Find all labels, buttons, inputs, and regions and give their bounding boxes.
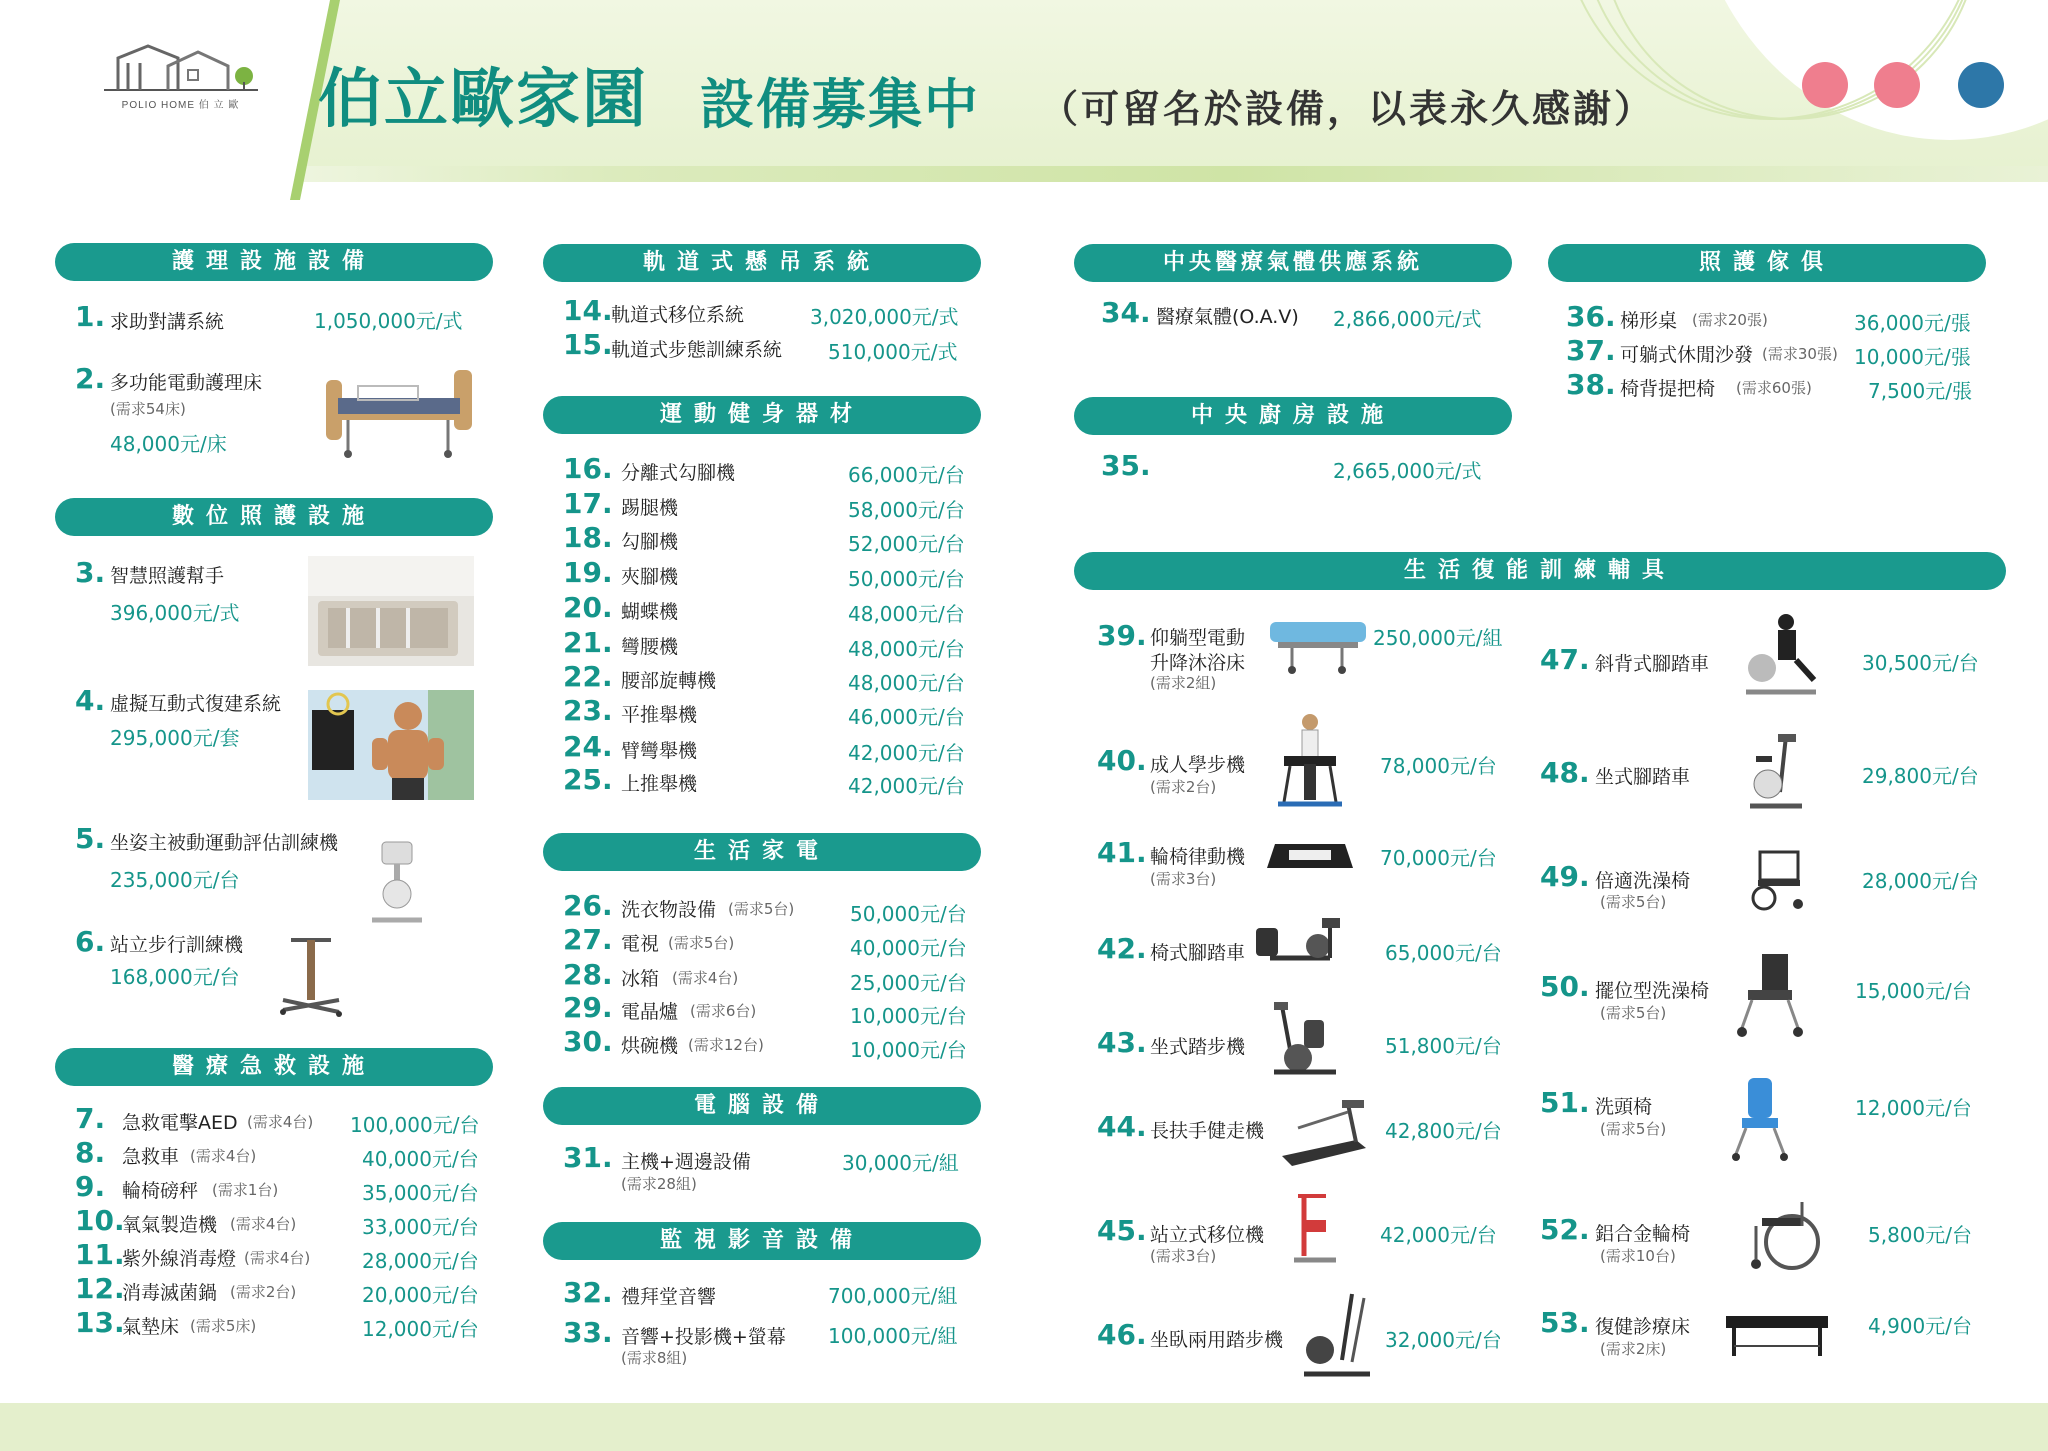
item-number: 36. [1566, 300, 1616, 333]
decorative-dot-pink [1874, 62, 1920, 108]
item-note: (需求2台) [230, 1283, 297, 1301]
treatment-table-image [1722, 1310, 1832, 1360]
item-name: 軌道式移位系統 [611, 304, 745, 326]
hair-wash-chair-image [1728, 1074, 1790, 1162]
item-name: 氧氣製造機 [122, 1214, 218, 1236]
decorative-dot-blue [1958, 62, 2004, 108]
item-number: 17. [563, 487, 613, 520]
logo-caption: POLIO HOME 伯 立 歐 [121, 100, 240, 111]
footer-band [0, 1403, 2048, 1451]
decorative-dot-pink [1802, 62, 1848, 108]
item-number: 22. [563, 660, 613, 693]
section-computer: 電腦設備 [543, 1087, 981, 1125]
item-price: 70,000元/台 [1380, 846, 1497, 870]
item-price: 5,800元/台 [1868, 1223, 1972, 1247]
item-name: 輪椅磅秤 [122, 1180, 199, 1202]
item-number: 26. [563, 889, 613, 922]
item-note: (需求54床) [110, 400, 186, 418]
section-kitchen: 中央廚房設施 [1074, 397, 1512, 435]
item-name: 洗頭椅 [1595, 1096, 1653, 1118]
item-number: 19. [563, 556, 613, 589]
item-note: (需求2台) [1150, 778, 1217, 796]
item-name: 洗衣物設備 [621, 899, 717, 921]
item-price: 2,665,000元/式 [1333, 459, 1482, 483]
item-price: 50,000元/台 [848, 567, 965, 591]
house-logo-icon [98, 38, 263, 98]
item-number: 28. [563, 958, 613, 991]
item-number: 41. [1097, 836, 1147, 869]
item-number: 27. [563, 923, 613, 956]
item-number: 52. [1540, 1213, 1590, 1246]
item-price: 48,000元/台 [848, 602, 965, 626]
section-track: 軌道式懸吊系統 [543, 244, 981, 282]
page-title-secondary: 設備募集中 [700, 73, 980, 136]
item-price: 29,800元/台 [1862, 764, 1979, 788]
item-note: (需求8組) [621, 1349, 688, 1367]
item-price: 40,000元/台 [362, 1147, 479, 1171]
item-note: (需求10台) [1600, 1247, 1676, 1265]
item-name: 虛擬互動式復建系統 [110, 693, 282, 715]
item-price: 10,000元/張 [1854, 345, 1971, 369]
item-name: 主機+週邊設備 [621, 1151, 751, 1173]
item-name: 斜背式腳踏車 [1595, 653, 1710, 675]
item-name: 坐式腳踏車 [1595, 766, 1691, 788]
item-number: 12. [75, 1272, 125, 1305]
section-digital: 數位照護設施 [55, 498, 493, 536]
treadmill-image [1278, 1098, 1372, 1170]
item-note: (需求5台) [1600, 1004, 1667, 1022]
item-name: 平推舉機 [621, 704, 698, 726]
item-name: 椅式腳踏車 [1150, 942, 1246, 964]
page-subtitle: （可留名於設備，以表永久感謝） [1040, 87, 1656, 131]
item-number: 31. [563, 1141, 613, 1174]
item-number: 13. [75, 1306, 125, 1339]
item-name: 長扶手健走機 [1150, 1120, 1265, 1142]
item-price: 100,000元/台 [350, 1113, 480, 1137]
item-number: 38. [1566, 368, 1616, 401]
item-price: 100,000元/組 [828, 1324, 958, 1348]
item-number: 39. [1097, 619, 1147, 652]
item-price: 30,500元/台 [1862, 651, 1979, 675]
item-name: 智慧照護幫手 [110, 565, 225, 587]
item-name: 勾腳機 [621, 531, 679, 553]
item-name: 氣墊床 [122, 1316, 180, 1338]
item-number: 6. [75, 925, 106, 958]
nursing-bed-image [318, 340, 478, 465]
item-number: 20. [563, 591, 613, 624]
item-name: 擺位型洗澡椅 [1595, 980, 1710, 1002]
item-note: (需求20張) [1692, 311, 1768, 329]
section-rehab: 生活復能訓練輔具 [1074, 552, 2006, 590]
item-name: 輪椅律動機 [1150, 846, 1246, 868]
item-name: 倍適洗澡椅 [1595, 870, 1691, 892]
item-number: 1. [75, 300, 106, 333]
item-name: 分離式勾腳機 [621, 462, 736, 484]
item-price: 28,000元/台 [362, 1249, 479, 1273]
smart-care-image [308, 556, 474, 666]
item-number: 11. [75, 1238, 125, 1271]
elliptical-image [1300, 1290, 1375, 1382]
item-price: 700,000元/組 [828, 1284, 958, 1308]
shower-chair-image [1744, 846, 1814, 912]
item-price: 42,000元/台 [848, 774, 965, 798]
section-appliance: 生活家電 [543, 833, 981, 871]
item-price: 510,000元/式 [828, 340, 958, 364]
item-number: 16. [563, 452, 613, 485]
item-price: 168,000元/台 [110, 965, 240, 989]
item-price: 46,000元/台 [848, 705, 965, 729]
item-number: 5. [75, 822, 106, 855]
item-note: (需求3台) [1150, 1247, 1217, 1265]
item-price: 12,000元/台 [362, 1317, 479, 1341]
tilt-shower-chair-image [1728, 950, 1808, 1040]
section-emergency: 醫療急救設施 [55, 1048, 493, 1086]
item-note: (需求28組) [621, 1175, 697, 1193]
item-number: 42. [1097, 932, 1147, 965]
page-title: 伯立歐家園 [318, 63, 648, 137]
item-price: 48,000元/床 [110, 432, 227, 456]
section-nursing: 護理設施設備 [55, 243, 493, 281]
item-name: 站立式移位機 [1150, 1224, 1265, 1246]
item-name: 軌道式步態訓練系統 [611, 339, 783, 361]
section-fitness: 運動健身器材 [543, 396, 981, 434]
item-number: 23. [563, 694, 613, 727]
item-note: (需求2床) [1600, 1340, 1667, 1358]
item-price: 20,000元/台 [362, 1283, 479, 1307]
item-name: 急救車 [122, 1146, 180, 1168]
item-price: 66,000元/台 [848, 463, 965, 487]
item-number: 47. [1540, 643, 1590, 676]
item-note: (需求3台) [1150, 870, 1217, 888]
standing-trainer-image [275, 930, 347, 1020]
item-number: 10. [75, 1204, 125, 1237]
item-number: 44. [1097, 1110, 1147, 1143]
item-note: (需求4台) [190, 1147, 257, 1165]
recumbent-bike-image [1250, 914, 1345, 976]
item-price: 42,800元/台 [1385, 1119, 1502, 1143]
item-name: 坐臥兩用踏步機 [1150, 1329, 1284, 1351]
item-number: 45. [1097, 1214, 1147, 1247]
header-bottom-fade [0, 166, 2048, 182]
item-price: 10,000元/台 [850, 1038, 967, 1062]
item-number: 32. [563, 1276, 613, 1309]
item-number: 34. [1101, 296, 1151, 329]
item-note: (需求5台) [1600, 1120, 1667, 1138]
item-number: 35. [1101, 449, 1151, 482]
item-price: 42,000元/台 [1380, 1223, 1497, 1247]
item-price: 33,000元/台 [362, 1215, 479, 1239]
item-note: (需求4台) [672, 969, 739, 987]
item-name: 梯形桌 [1620, 310, 1678, 332]
item-number: 43. [1097, 1026, 1147, 1059]
section-furniture: 照護傢俱 [1548, 244, 1986, 282]
item-price: 65,000元/台 [1385, 941, 1502, 965]
item-price: 3,020,000元/式 [810, 305, 959, 329]
item-price: 48,000元/台 [848, 671, 965, 695]
item-number: 7. [75, 1102, 106, 1135]
aluminum-wheelchair-image [1742, 1198, 1828, 1272]
item-price: 36,000元/張 [1854, 311, 1971, 335]
item-price: 1,050,000元/式 [314, 309, 463, 333]
item-name: 成人學步機 [1150, 754, 1246, 776]
item-note: (需求5台) [668, 934, 735, 952]
item-price: 52,000元/台 [848, 532, 965, 556]
item-name: 彎腰機 [621, 636, 679, 658]
item-name: 坐姿主被動運動評估訓練機 [110, 832, 339, 854]
item-number: 53. [1540, 1306, 1590, 1339]
item-number: 46. [1097, 1318, 1147, 1351]
item-number: 48. [1540, 756, 1590, 789]
item-name: 夾腳機 [621, 566, 679, 588]
item-number: 3. [75, 556, 106, 589]
item-price: 30,000元/組 [842, 1151, 959, 1175]
section-av: 監視影音設備 [543, 1222, 981, 1260]
item-number: 8. [75, 1136, 106, 1169]
item-number: 24. [563, 730, 613, 763]
vr-rehab-image [308, 690, 474, 800]
item-number: 25. [563, 763, 613, 796]
item-price: 396,000元/式 [110, 601, 240, 625]
item-note: (需求1台) [212, 1181, 279, 1199]
item-name: 急救電擊AED [122, 1112, 238, 1134]
seated-stepper-image [1268, 1000, 1343, 1078]
item-name: 鋁合金輪椅 [1595, 1223, 1691, 1245]
item-price: 25,000元/台 [850, 971, 967, 995]
item-price: 32,000元/台 [1385, 1328, 1502, 1352]
item-number: 2. [75, 362, 106, 395]
item-name: 求助對講系統 [110, 311, 225, 333]
item-price: 51,800元/台 [1385, 1034, 1502, 1058]
upright-bike-image [1746, 732, 1806, 812]
item-number: 9. [75, 1170, 106, 1203]
item-price: 15,000元/台 [1855, 979, 1972, 1003]
item-price: 12,000元/台 [1855, 1096, 1972, 1120]
item-name: 烘碗機 [621, 1035, 679, 1057]
item-price: 250,000元/組 [1373, 626, 1503, 650]
item-price: 235,000元/台 [110, 868, 240, 892]
item-name: 椅背提把椅 [1620, 378, 1716, 400]
item-number: 33. [563, 1316, 613, 1349]
item-note: (需求2組) [1150, 674, 1217, 692]
item-price: 4,900元/台 [1868, 1314, 1972, 1338]
item-number: 37. [1566, 334, 1616, 367]
item-name: 踢腿機 [621, 497, 679, 519]
item-number: 21. [563, 626, 613, 659]
item-name: 電視 [621, 933, 660, 955]
item-name: 音響+投影機+螢幕 [621, 1326, 786, 1348]
item-note: (需求30張) [1762, 345, 1838, 363]
item-name: 站立步行訓練機 [110, 934, 244, 956]
item-name: 消毒滅菌鍋 [122, 1282, 218, 1304]
item-number: 49. [1540, 860, 1590, 893]
item-number: 51. [1540, 1086, 1590, 1119]
item-name: 復健診療床 [1595, 1316, 1691, 1338]
item-price: 78,000元/台 [1380, 754, 1497, 778]
item-price: 7,500元/張 [1868, 379, 1972, 403]
item-price: 40,000元/台 [850, 936, 967, 960]
passive-training-image [362, 832, 432, 927]
item-note: (需求4台) [247, 1113, 314, 1131]
polio-home-logo [98, 38, 263, 118]
item-note: (需求4台) [230, 1215, 297, 1233]
item-note: (需求6台) [690, 1002, 757, 1020]
recumbent-cycle-image [1742, 610, 1820, 700]
item-number: 40. [1097, 744, 1147, 777]
item-name: 蝴蝶機 [621, 601, 679, 623]
item-note: (需求5床) [190, 1317, 257, 1335]
item-price: 10,000元/台 [850, 1004, 967, 1028]
item-name: 腰部旋轉機 [621, 670, 717, 692]
item-name: 臂彎舉機 [621, 740, 698, 762]
item-number: 14. [563, 294, 613, 327]
item-name: 醫療氣體(O.A.V) [1156, 306, 1299, 328]
item-note: (需求12台) [688, 1036, 764, 1054]
item-number: 15. [563, 328, 613, 361]
standing-lift-image [1290, 1190, 1340, 1268]
item-name-line2: 升降沐浴床 [1150, 652, 1246, 674]
item-name: 坐式踏步機 [1150, 1036, 1246, 1058]
item-name: 電晶爐 [621, 1001, 679, 1023]
wheelchair-vibration-image [1265, 838, 1355, 874]
item-name: 仰躺型電動 [1150, 627, 1246, 649]
item-price: 48,000元/台 [848, 637, 965, 661]
item-name: 禮拜堂音響 [621, 1286, 717, 1308]
item-price: 50,000元/台 [850, 902, 967, 926]
item-price: 295,000元/套 [110, 726, 240, 750]
item-number: 50. [1540, 970, 1590, 1003]
item-name: 上推舉機 [621, 773, 698, 795]
item-number: 18. [563, 521, 613, 554]
item-number: 30. [563, 1025, 613, 1058]
item-note: (需求60張) [1736, 379, 1812, 397]
item-name: 紫外線消毒燈 [122, 1248, 237, 1270]
item-number: 4. [75, 684, 106, 717]
item-price: 58,000元/台 [848, 498, 965, 522]
section-gas: 中央醫療氣體供應系統 [1074, 244, 1512, 282]
item-name: 冰箱 [621, 968, 660, 990]
item-note: (需求4台) [244, 1249, 311, 1267]
item-number: 29. [563, 991, 613, 1024]
item-price: 42,000元/台 [848, 741, 965, 765]
adult-walker-image [1270, 712, 1350, 812]
item-note: (需求5台) [728, 900, 795, 918]
item-note: (需求5台) [1600, 893, 1667, 911]
item-name: 可躺式休閒沙發 [1620, 344, 1754, 366]
item-price: 35,000元/台 [362, 1181, 479, 1205]
item-price: 2,866,000元/式 [1333, 307, 1482, 331]
shower-bed-image [1262, 612, 1372, 677]
item-name: 多功能電動護理床 [110, 372, 263, 394]
item-price: 28,000元/台 [1862, 869, 1979, 893]
